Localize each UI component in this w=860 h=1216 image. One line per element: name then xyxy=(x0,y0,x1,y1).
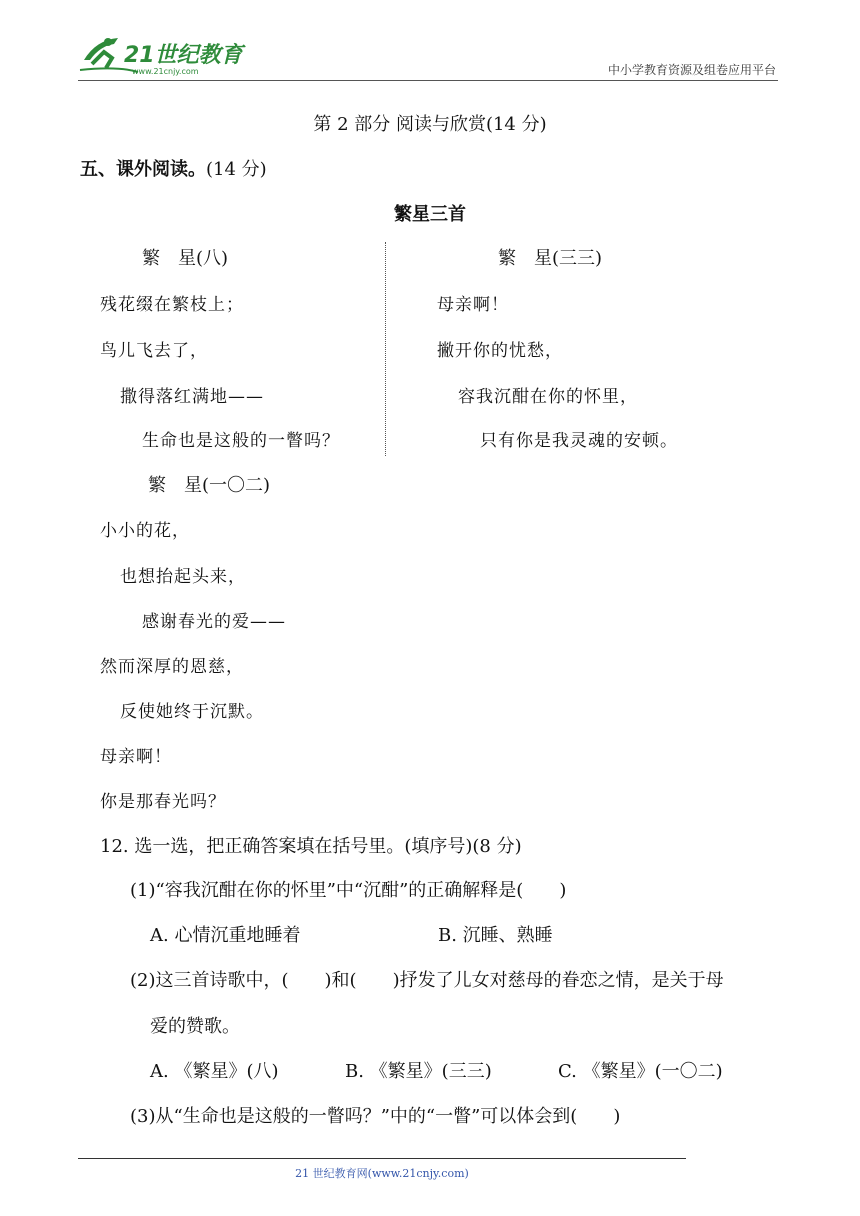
poem-33-line: 撇开你的忧愁， xyxy=(437,341,563,361)
option-2c: C. 《繁星》(一〇二) xyxy=(558,1061,723,1082)
footer-divider xyxy=(78,1158,686,1159)
option-1a: A. 心情沉重地睡着 xyxy=(150,925,301,946)
poem-title-8: 繁 星(八) xyxy=(142,248,229,269)
question-12: 12. 选一选，把正确答案填在括号里。(填序号)(8 分) xyxy=(100,836,522,857)
section-title: 第 2 部分 阅读与欣赏(14 分) xyxy=(313,114,547,135)
poem-title-33: 繁 星(三三) xyxy=(498,248,603,269)
poem-102-line: 小小的花， xyxy=(100,521,190,541)
column-divider xyxy=(385,242,386,456)
poem-8-line: 生命也是这般的一瞥吗？ xyxy=(142,431,340,451)
poem-8-line: 残花缀在繁枝上； xyxy=(100,295,244,315)
poem-8-line: 撒得落红满地—— xyxy=(120,387,264,407)
question-12-2-cont: 爱的赞歌。 xyxy=(150,1016,240,1037)
option-2a: A. 《繁星》(八) xyxy=(150,1061,279,1082)
header-divider xyxy=(78,80,778,81)
question-12-2: (2)这三首诗歌中，( )和( )抒发了儿女对慈母的眷恋之情，是关于母 xyxy=(130,970,724,991)
poem-8-line: 鸟儿飞去了， xyxy=(100,341,208,361)
poem-33-line: 只有你是我灵魂的安顿。 xyxy=(480,431,678,451)
site-logo xyxy=(78,30,248,78)
footer-text[interactable]: 21 世纪教育网(www.21cnjy.com) xyxy=(295,1167,469,1180)
poem-33-line: 容我沉酣在你的怀里， xyxy=(458,387,638,407)
logo-text: 21世纪教育 xyxy=(124,43,243,68)
option-2b: B. 《繁星》(三三) xyxy=(345,1061,492,1082)
poem-102-line: 你是那春光吗？ xyxy=(100,792,226,812)
header-platform-text: 中小学教育资源及组卷应用平台 xyxy=(607,63,776,77)
poem-102-line: 感谢春光的爱—— xyxy=(142,612,286,632)
logo-url: www.21cnjy.com xyxy=(132,67,199,76)
poem-title-102: 繁 星(一〇二) xyxy=(148,475,271,496)
question-12-1: (1)“容我沉酣在你的怀里”中“沉酣”的正确解释是( ) xyxy=(130,880,567,901)
part-score: (14 分) xyxy=(206,159,267,180)
poem-102-line: 然而深厚的恩慈， xyxy=(100,657,244,677)
poem-102-line: 反使她终于沉默。 xyxy=(120,702,264,722)
part-title xyxy=(80,155,267,181)
poem-102-line: 母亲啊！ xyxy=(100,747,172,767)
question-12-3: (3)从“生命也是这般的一瞥吗？”中的“一瞥”可以体会到( ) xyxy=(130,1106,621,1127)
poem-33-line: 母亲啊！ xyxy=(437,295,509,315)
option-1b: B. 沉睡、熟睡 xyxy=(438,925,553,946)
poem-102-line: 也想抬起头来， xyxy=(120,567,246,587)
poem-heading: 繁星三首 xyxy=(394,204,466,225)
part-label: 五、课外阅读。 xyxy=(80,159,206,180)
